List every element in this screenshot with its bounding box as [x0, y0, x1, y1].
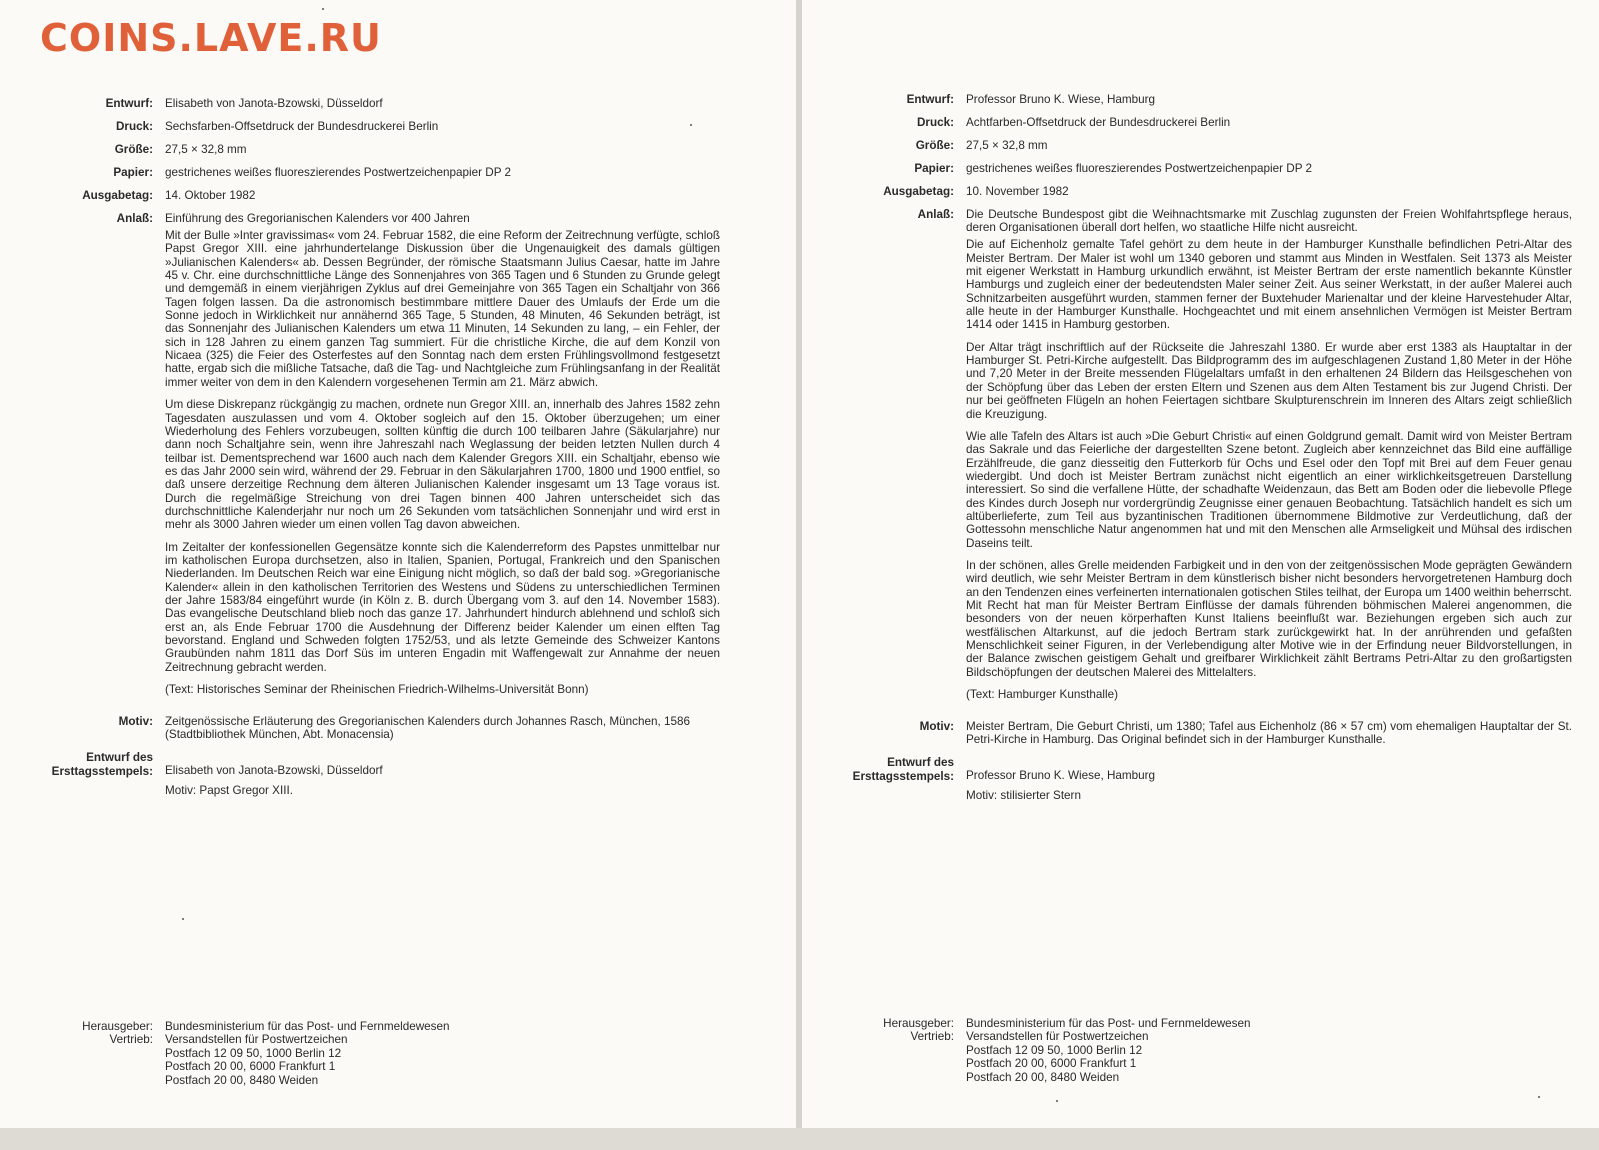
text-credit: (Text: Hamburger Kunsthalle) [966, 688, 1118, 702]
stempel-label-line-1: Entwurf des [86, 751, 153, 765]
papier-label: Papier: [113, 165, 153, 179]
papier-label: Papier: [914, 161, 954, 175]
body-paragraph: Mit der Bulle »Inter gravissimas« vom 24. Februar 1582, die eine Reform der Zeitrechnung verfügte, schloß Papst Gregor XIII. eine jahrhundertelange Diskussion über die Ungenauigkeit des damals gültigen »Julianischen Kalenders« ab. Dessen Begründer, der römische Staatsmann Julius Caesar, hatte im Jahre 45 v. Chr. eine durchschnittliche Länge des Sonnenjahres von 365 Tagen und 6 Stunden zu Grunde gelegt und demgemäß in einem vierjährigen Zyklus auf drei Gemeinjahre von 365 Tagen ein Schaltjahr von 366 Tagen folgen lassen. Da die astronomisch bestimmbare mittlere Dauer des Umlaufs der Erde um die Sonne jedoch in Wirklichkeit nur annähernd 365 Tage, 5 Stunden, 48 Minuten, 46 Sekunden beträgt, ist das Sonnenjahr des Julianischen Kalenders um etwa 11 Minuten, 14 Sekunden zu lang, – ein Fehler, der sich in 128 Jahren zu einem ganzen Tag summiert. Für die christliche Kirche, die auf dem Konzil von Nicaea (325) die Feier des Osterfestes auf den Sonntag nach dem ersten Frühlingsvollmond festgesetzt hatte, ergab sich die mißliche Tatsache, daß die Tag- und Nachtgleiche zum Frühlingsanfang in der Realität immer weiter von dem in den Kalendern vorgesehenen Termin am 21. März abwich. [165, 229, 720, 389]
papier-row [802, 162, 1572, 175]
entwurf-row [0, 97, 720, 110]
right-sheet [802, 0, 1599, 1128]
entwurf-label: Entwurf: [906, 93, 954, 106]
druck-value: Sechsfarben-Offsetdruck der Bundesdruckerei Berlin [165, 119, 439, 133]
imprint-line: Versandstellen für Postwertzeichen [966, 1030, 1149, 1044]
ausgabetag-value: 10. November 1982 [966, 184, 1069, 198]
entwurf-value: Elisabeth von Janota-Bzowski, Düsseldorf [165, 97, 383, 110]
druck-label: Druck: [916, 115, 954, 129]
anlass-label: Anlaß: [917, 207, 954, 221]
body-paragraph: Die auf Eichenholz gemalte Tafel gehört zu dem heute in der Hamburger Kunsthalle befindlichen Petri-Altar des Meister Bertram. Der Maler ist wohl um 1340 geboren und stammt aus Minden in Westfalen. Seit 1373 als Meister mit eigener Werkstatt in Hamburg urkundlich erwähnt, ist Meister Bertram der erste namentlich bekannte Künstler Hamburgs und zugleich einer der bedeutendsten Maler seiner Zeit. Aus seiner Werkstatt, in der außer Malerei auch Schnitzarbeiten ausgeführt wurden, stammen ferner der Buxtehuder Marienaltar und der kleine Harvestehuder Altar, alle heute in der Hamburger Kunsthalle. Hochgeachtet und mit einem ansehnlichen Vermögen ist Meister Bertram 1414 oder 1415 in Hamburg gestorben. [966, 238, 1572, 332]
stempel-row [0, 751, 720, 797]
imprint-lines [165, 1020, 450, 1087]
anlass-row [802, 208, 1572, 711]
imprint-line: Postfach 12 09 50, 1000 Berlin 12 [966, 1043, 1143, 1057]
ausgabetag-row [802, 185, 1572, 198]
imprint-line: Bundesministerium für das Post- und Fernmeldewesen [966, 1017, 1251, 1030]
imprint-labels [0, 1020, 165, 1087]
imprint-block [802, 1017, 1572, 1084]
anlass-text: Einführung des Gregorianischen Kalenders vor 400 Jahren [165, 211, 470, 225]
entwurf-row [802, 93, 1572, 106]
stempel-motiv: Motiv: Papst Gregor XIII. [165, 783, 293, 797]
groesse-label: Größe: [114, 142, 153, 156]
imprint-line: Bundesministerium für das Post- und Fernmeldewesen [165, 1020, 450, 1033]
groesse-value: 27,5 × 32,8 mm [966, 138, 1048, 152]
paper-speck [1538, 1096, 1540, 1098]
motiv-value: Meister Bertram, Die Geburt Christi, um 1380; Tafel aus Eichenholz (86 × 57 cm) vom ehemaligen Hauptaltar der St. Petri-Kirche in Hamburg. Das Original befindet sich in der Hamburger Kunsthalle. [966, 719, 1572, 747]
body-paragraph: Wie alle Tafeln des Altars ist auch »Die Geburt Christi« auf einen Goldgrund gemalt. Damit wird von Meister Bertram das Sakrale und das Feierliche der dargestellten Szene betont. Zugleich aber kennzeichnet das Bild eine auffällige Erzählfreude, die ganz diesseitig den Futterkorb für Ochs und Esel oder den Topf mit Brei auf dem Feuer genau wiedergibt. Und doch ist Meister Bertram zunächst nicht eigentlich an einer wirklichkeitsgetreuen Darstellung interessiert. So sind die verfallene Hütte, der schadhafte Weidenzaun, das Bett am Boden oder die liebevolle Pflege des Kindes durch Joseph nur vordergründig Zeugnisse einer genauen Beobachtung. Tatsächlich handelt es sich um altüberlieferte, zum Teil aus byzantinischen Traditionen übernommene Bildmotive zur Verdeutlichung, daß der Gottessohn menschliche Natur angenommen hat und mit den Menschen alle Armseligkeit und Mühsal des irdischen Daseins teilt. [966, 429, 1572, 550]
imprint-line: Postfach 20 00, 8480 Weiden [966, 1070, 1120, 1084]
paper-speck [1056, 1100, 1058, 1102]
stempel-value [966, 756, 1572, 802]
vertrieb-label: Vertrieb: [109, 1033, 153, 1047]
herausgeber-label: Herausgeber: [883, 1017, 954, 1030]
anlass-text: Die Deutsche Bundespost gibt die Weihnachtsmarke mit Zuschlag zugunsten der Freien Wohlfahrtspflege heraus, deren Organisationen überall dort helfen, wo staatliche Hilfe nicht ausreicht. [966, 207, 1572, 235]
motiv-row [0, 715, 720, 742]
imprint-line: Versandstellen für Postwertzeichen [165, 1033, 348, 1047]
groesse-row [0, 143, 720, 156]
stempel-designer: Elisabeth von Janota-Bzowski, Düsseldorf [165, 764, 383, 778]
druck-row [802, 116, 1572, 129]
groesse-value: 27,5 × 32,8 mm [165, 142, 247, 156]
imprint-line: Postfach 12 09 50, 1000 Berlin 12 [165, 1046, 342, 1060]
body-paragraph: Der Altar trägt inschriftlich auf der Rückseite die Jahreszahl 1380. Er wurde aber erst 1383 als Hauptaltar in der Hamburger St. Petri-Kirche aufgestellt. Das Bildprogramm des im aufgeschlagenen Zustand 1,80 Meter in der Höhe und 7,20 Meter in der Breite messenden Flügelaltars umfaßt in den erhaltenen 24 Bildern das Heilsgeschehen von der Schöpfung über das Leben der ersten Eltern und Szenen aus dem Alten Testament bis zur Jugend Christi. Der nur bei geöffneten Flügeln an hohen Feiertagen sichtbare Skulpturenschrein im Inneren des Altars zeigt schließlich die Kreuzigung. [966, 340, 1572, 421]
body-paragraph: In der schönen, alles Grelle meidenden Farbigkeit und in den von der zeitgenössischen Mode geprägten Gewändern wird deutlich, wie sehr Meister Bertram in dem künstlerisch bisher nicht besonders hervorgetretenen Hamburg doch an den Tendenzen eines verfeinerten internationalen gotischen Stiles teilhat, der Europa um 1400 weithin beherrscht. Mit Recht hat man für Meister Bertram Einflüsse der damals führenden böhmischen Malerei angenommen, die besonders von der neuen körperhaften Kunst Italiens beeinflußt war. Beziehungen ergeben sich auch zur westfälischen Altarkunst, auf die jedoch Bertram stark zurückgewirkt hat. In der anrührenden und gefaßten Menschlichkeit seiner Figuren, in der Verlebendigung alter Motive wie in der Erfindung neuer Bildvorstellungen, in der Balance zwischen geistigem Gehalt und greifbarer Wirklichkeit zählt Bertrams Petri-Altar zu den großartigsten Bildschöpfungen der deutschen Malerei des Mittelalters. [966, 558, 1572, 679]
watermark: COINS.LAVE.RU [40, 16, 382, 60]
left-imprint [0, 1020, 720, 1087]
imprint-lines [966, 1017, 1251, 1084]
imprint-block [0, 1020, 720, 1087]
imprint-line: Postfach 20 00, 6000 Frankfurt 1 [966, 1057, 1137, 1071]
text-credit: (Text: Historisches Seminar der Rheinischen Friedrich-Wilhelms-Universität Bonn) [165, 683, 589, 697]
imprint-line: Postfach 20 00, 8480 Weiden [165, 1073, 319, 1087]
anlass-label: Anlaß: [116, 211, 153, 225]
bottom-edge [0, 1128, 1599, 1150]
left-sheet [0, 0, 796, 1128]
entwurf-value: Professor Bruno K. Wiese, Hamburg [966, 93, 1156, 106]
anlass-row [0, 212, 720, 706]
body-paragraph: Um diese Diskrepanz rückgängig zu machen, ordnete nun Gregor XIII. an, innerhalb des Jahres 1582 zehn Tagesdaten auszulassen und vom 4. Oktober sogleich auf den 15. Oktober überzugehen; um einer Wiederholung des Fehlers vorzubeugen, sollten künftig die durch 100 teilbaren Jahre (Säkularjahre) nur dann noch Schaltjahre sein, wenn ihre Jahreszahl nach Weglassung der beiden letzten Nullen durch 4 teilbar ist. Dementsprechend war 1600 auch nach dem Kalender Gregors XIII. ein Schaltjahr, ebenso wie es das Jahr 2000 sein wird, während der 29. Februar in den Säkularjahren 1700, 1800 und 1900 entfiel, so daß unsere derzeitige Rechnung dem älteren Julianischen Kalender insgesamt um 13 Tage voraus ist. Durch die regelmäßige Streichung von drei Tagen binnen 400 Jahren unterscheidet sich das durchschnittliche Kalenderjahr nur noch um 26 Sekunden vom tatsächlichen Sonnenjahr und wird erst in mehr als 3000 Jahren wieder um einen vollen Tag davon abweichen. [165, 398, 720, 532]
paper-speck [182, 918, 184, 920]
motiv-row [802, 720, 1572, 747]
ausgabetag-label: Ausgabetag: [883, 184, 954, 198]
right-imprint [802, 1017, 1572, 1084]
stempel-row [802, 756, 1572, 802]
paper-speck [322, 8, 324, 10]
stempel-label-line-1: Entwurf des [887, 756, 954, 770]
papier-value: gestrichenes weißes fluoreszierendes Postwertzeichenpapier DP 2 [966, 161, 1313, 175]
druck-label: Druck: [115, 119, 153, 133]
herausgeber-label: Herausgeber: [82, 1020, 153, 1033]
stempel-label-line-2: Ersttagsstempels: [51, 764, 153, 778]
anlass-value [165, 212, 720, 706]
ausgabetag-row [0, 189, 720, 202]
druck-row [0, 120, 720, 133]
stempel-motiv: Motiv: stilisierter Stern [966, 788, 1081, 802]
ausgabetag-label: Ausgabetag: [82, 188, 153, 202]
groesse-label: Größe: [915, 138, 954, 152]
anlass-value [966, 208, 1572, 711]
motiv-label: Motiv: [919, 719, 954, 733]
ausgabetag-value: 14. Oktober 1982 [165, 188, 256, 202]
stempel-value [165, 751, 720, 797]
stempel-label-line-2: Ersttagsstempels: [852, 769, 954, 783]
left-spec-list [0, 97, 720, 807]
vertrieb-label: Vertrieb: [910, 1030, 954, 1044]
body-paragraph: Im Zeitalter der konfessionellen Gegensätze konnte sich die Kalenderreform des Papstes unmittelbar nur im katholischen Europa durchsetzen, also in Italien, Spanien, Portugal, Frankreich und den Spanischen Niederlanden. Im Deutschen Reich war eine Einigung nicht möglich, so daß der bald sog. »Gregorianische Kalender« allein in den katholischen Territorien des Westens und Südens zu unterschiedlichen Terminen der Jahre 1583/84 eingeführt wurde (in Köln z. B. durch Übergang vom 3. auf den 14. November 1583). Das evangelische Deutschland blieb noch das ganze 17. Jahrhundert hindurch ablehnend und schloß sich erst an, als Ende Februar 1700 die Ausdehnung der Differenz beider Kalender um einen elften Tag bevorstand. England und Schweden folgten 1752/53, und als letzte Gemeinde des Schweizer Kantons Graubünden nahm 1811 das Dorf Süs im unteren Engadin mit Waffengewalt zur Annahme der neuen Zeitrechnung gebracht werden. [165, 540, 720, 674]
motiv-label: Motiv: [118, 714, 153, 728]
paper-speck [690, 124, 692, 126]
papier-row [0, 166, 720, 179]
motiv-value: Zeitgenössische Erläuterung des Gregorianischen Kalenders durch Johannes Rasch, München, 1586 (Stadtbibliothek München, Abt. Monacensia) [165, 714, 690, 742]
right-spec-list [802, 93, 1572, 812]
stempel-label [0, 751, 165, 797]
imprint-labels [802, 1017, 966, 1084]
imprint-line: Postfach 20 00, 6000 Frankfurt 1 [165, 1060, 336, 1074]
papier-value: gestrichenes weißes fluoreszierendes Postwertzeichenpapier DP 2 [165, 165, 512, 179]
stempel-label [802, 756, 966, 802]
druck-value: Achtfarben-Offsetdruck der Bundesdruckerei Berlin [966, 115, 1231, 129]
stempel-designer: Professor Bruno K. Wiese, Hamburg [966, 769, 1156, 783]
groesse-row [802, 139, 1572, 152]
entwurf-label: Entwurf: [105, 97, 153, 110]
